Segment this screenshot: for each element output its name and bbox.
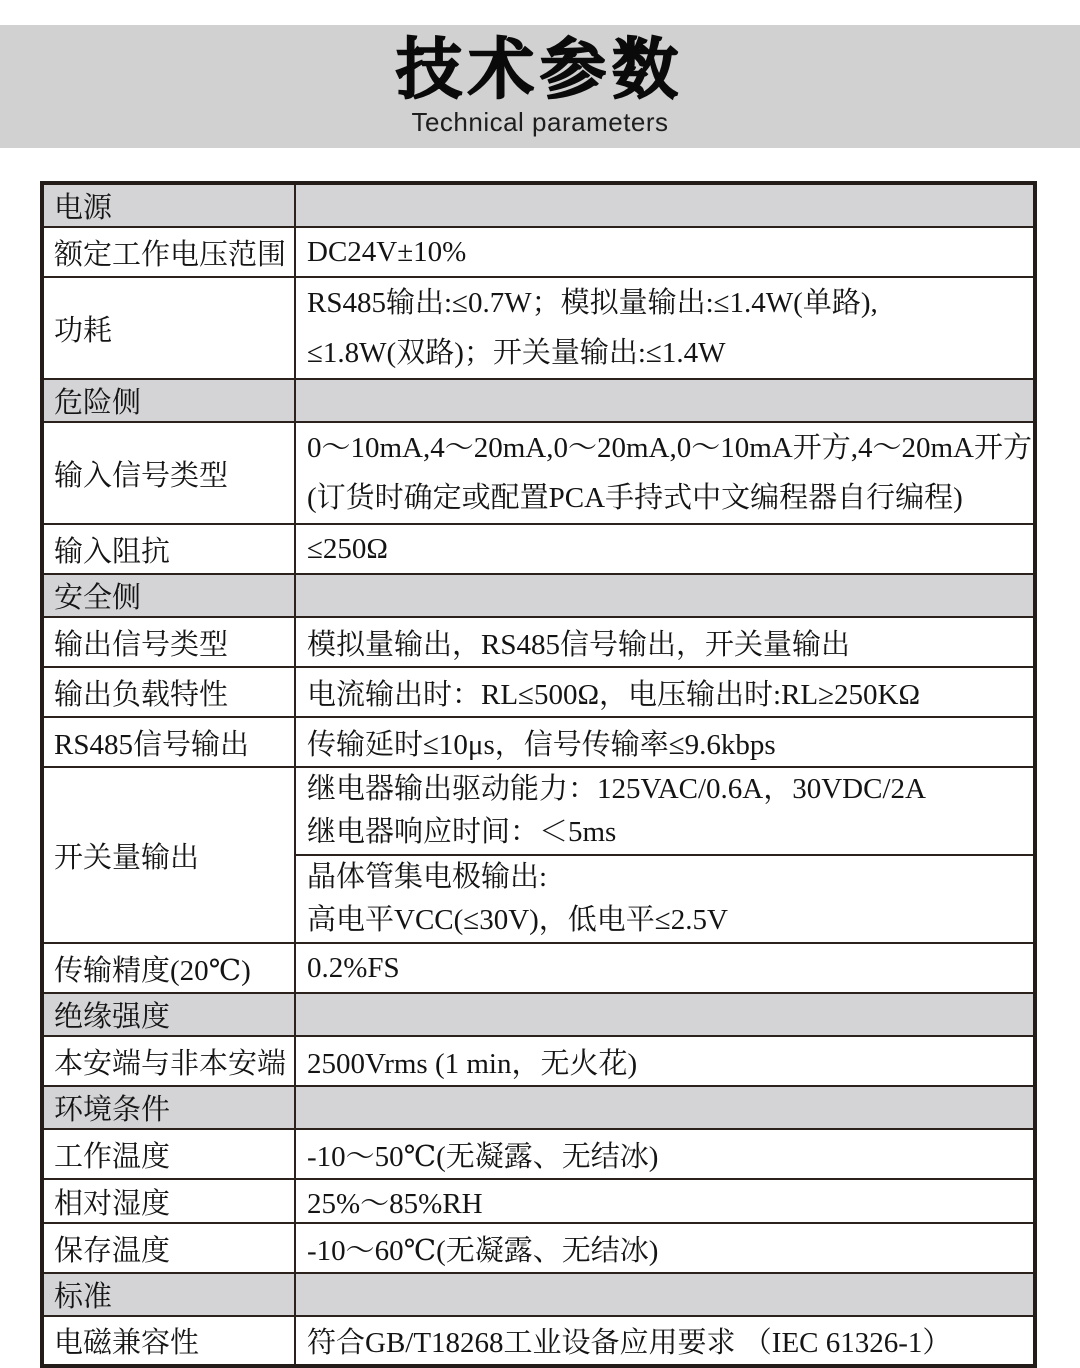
param-label: 输出信号类型: [42, 617, 295, 667]
value-line: 继电器输出驱动能力：125VAC/0.6A，30VDC/2A: [307, 773, 926, 805]
table-row: [42, 227, 1035, 277]
value-line: 继电器响应时间：＜5ms: [307, 816, 617, 848]
param-value: 2500Vrms (1 min，无火花): [295, 1036, 1035, 1086]
param-label: 输入信号类型: [42, 422, 295, 524]
value-line: 0～10mA,4～20mA,0～20mA,0～10mA开方,4～20mA开方: [307, 432, 1033, 464]
param-value: -10～60℃(无凝露、无结冰): [295, 1223, 1035, 1273]
param-value: DC24V±10%: [295, 227, 1035, 277]
section-label: 电源: [42, 183, 295, 227]
param-label: 输出负载特性: [42, 667, 295, 717]
param-label: 额定工作电压范围: [42, 227, 295, 277]
table-row: [42, 1223, 1035, 1273]
section-filler: [295, 993, 1035, 1036]
param-label: 传输精度(20℃): [42, 943, 295, 993]
table-row: [42, 1129, 1035, 1179]
param-label: 保存温度: [42, 1223, 295, 1273]
param-value: [295, 767, 1035, 855]
parameters-table: [40, 181, 1037, 1368]
param-value: 传输延时≤10μs，信号传输率≤9.6kbps: [295, 717, 1035, 767]
param-value: [295, 277, 1035, 379]
param-label: 本安端与非本安端: [42, 1036, 295, 1086]
table-row: [42, 1316, 1035, 1366]
table-row-switch-output-relay: [42, 767, 1035, 855]
section-filler: [295, 183, 1035, 227]
value-line: ≤1.8W(双路)；开关量输出:≤1.4W: [307, 337, 726, 369]
param-label: 输入阻抗: [42, 524, 295, 574]
header-band: [0, 25, 1080, 148]
param-value: 25%～85%RH: [295, 1179, 1035, 1223]
table-row: [42, 422, 1035, 524]
param-value: -10～50℃(无凝露、无结冰): [295, 1129, 1035, 1179]
param-value: 模拟量输出，RS485信号输出，开关量输出: [295, 617, 1035, 667]
param-value: 0.2%FS: [295, 943, 1035, 993]
section-label: 环境条件: [42, 1086, 295, 1129]
section-label: 安全侧: [42, 574, 295, 617]
param-value: [295, 422, 1035, 524]
section-filler: [295, 379, 1035, 422]
table-row: [42, 1179, 1035, 1223]
param-label: 工作温度: [42, 1129, 295, 1179]
section-label: 危险侧: [42, 379, 295, 422]
param-label: 功耗: [42, 277, 295, 379]
section-filler: [295, 1273, 1035, 1316]
value-line: RS485输出:≤0.7W；模拟量输出:≤1.4W(单路),: [307, 287, 878, 319]
table-row: [42, 524, 1035, 574]
section-row-insulation: [42, 993, 1035, 1036]
table-row: [42, 943, 1035, 993]
value-line: 晶体管集电极输出:: [307, 861, 548, 893]
param-value: [295, 855, 1035, 943]
page-title: 技术参数: [396, 31, 684, 106]
section-filler: [295, 1086, 1035, 1129]
table-row: [42, 277, 1035, 379]
param-value: 电流输出时：RL≤500Ω，电压输出时:RL≥250KΩ: [295, 667, 1035, 717]
section-row-environment: [42, 1086, 1035, 1129]
section-row-hazard-side: [42, 379, 1035, 422]
value-line: 高电平VCC(≤30V)，低电平≤2.5V: [307, 904, 728, 936]
table-row: [42, 667, 1035, 717]
table-row: [42, 617, 1035, 667]
section-label: 标准: [42, 1273, 295, 1316]
section-row-power: [42, 183, 1035, 227]
param-label: 开关量输出: [42, 767, 295, 943]
section-row-safe-side: [42, 574, 1035, 617]
section-label: 绝缘强度: [42, 993, 295, 1036]
param-value: 符合GB/T18268工业设备应用要求 （IEC 61326-1）: [295, 1316, 1035, 1366]
table-row: [42, 1036, 1035, 1086]
param-value: ≤250Ω: [295, 524, 1035, 574]
param-label: 相对湿度: [42, 1179, 295, 1223]
page-subtitle: Technical parameters: [411, 107, 669, 138]
section-filler: [295, 574, 1035, 617]
param-label: RS485信号输出: [42, 717, 295, 767]
param-label: 电磁兼容性: [42, 1316, 295, 1366]
table-row: [42, 717, 1035, 767]
value-line: (订货时确定或配置PCA手持式中文编程器自行编程): [307, 482, 963, 514]
section-row-standard: [42, 1273, 1035, 1316]
